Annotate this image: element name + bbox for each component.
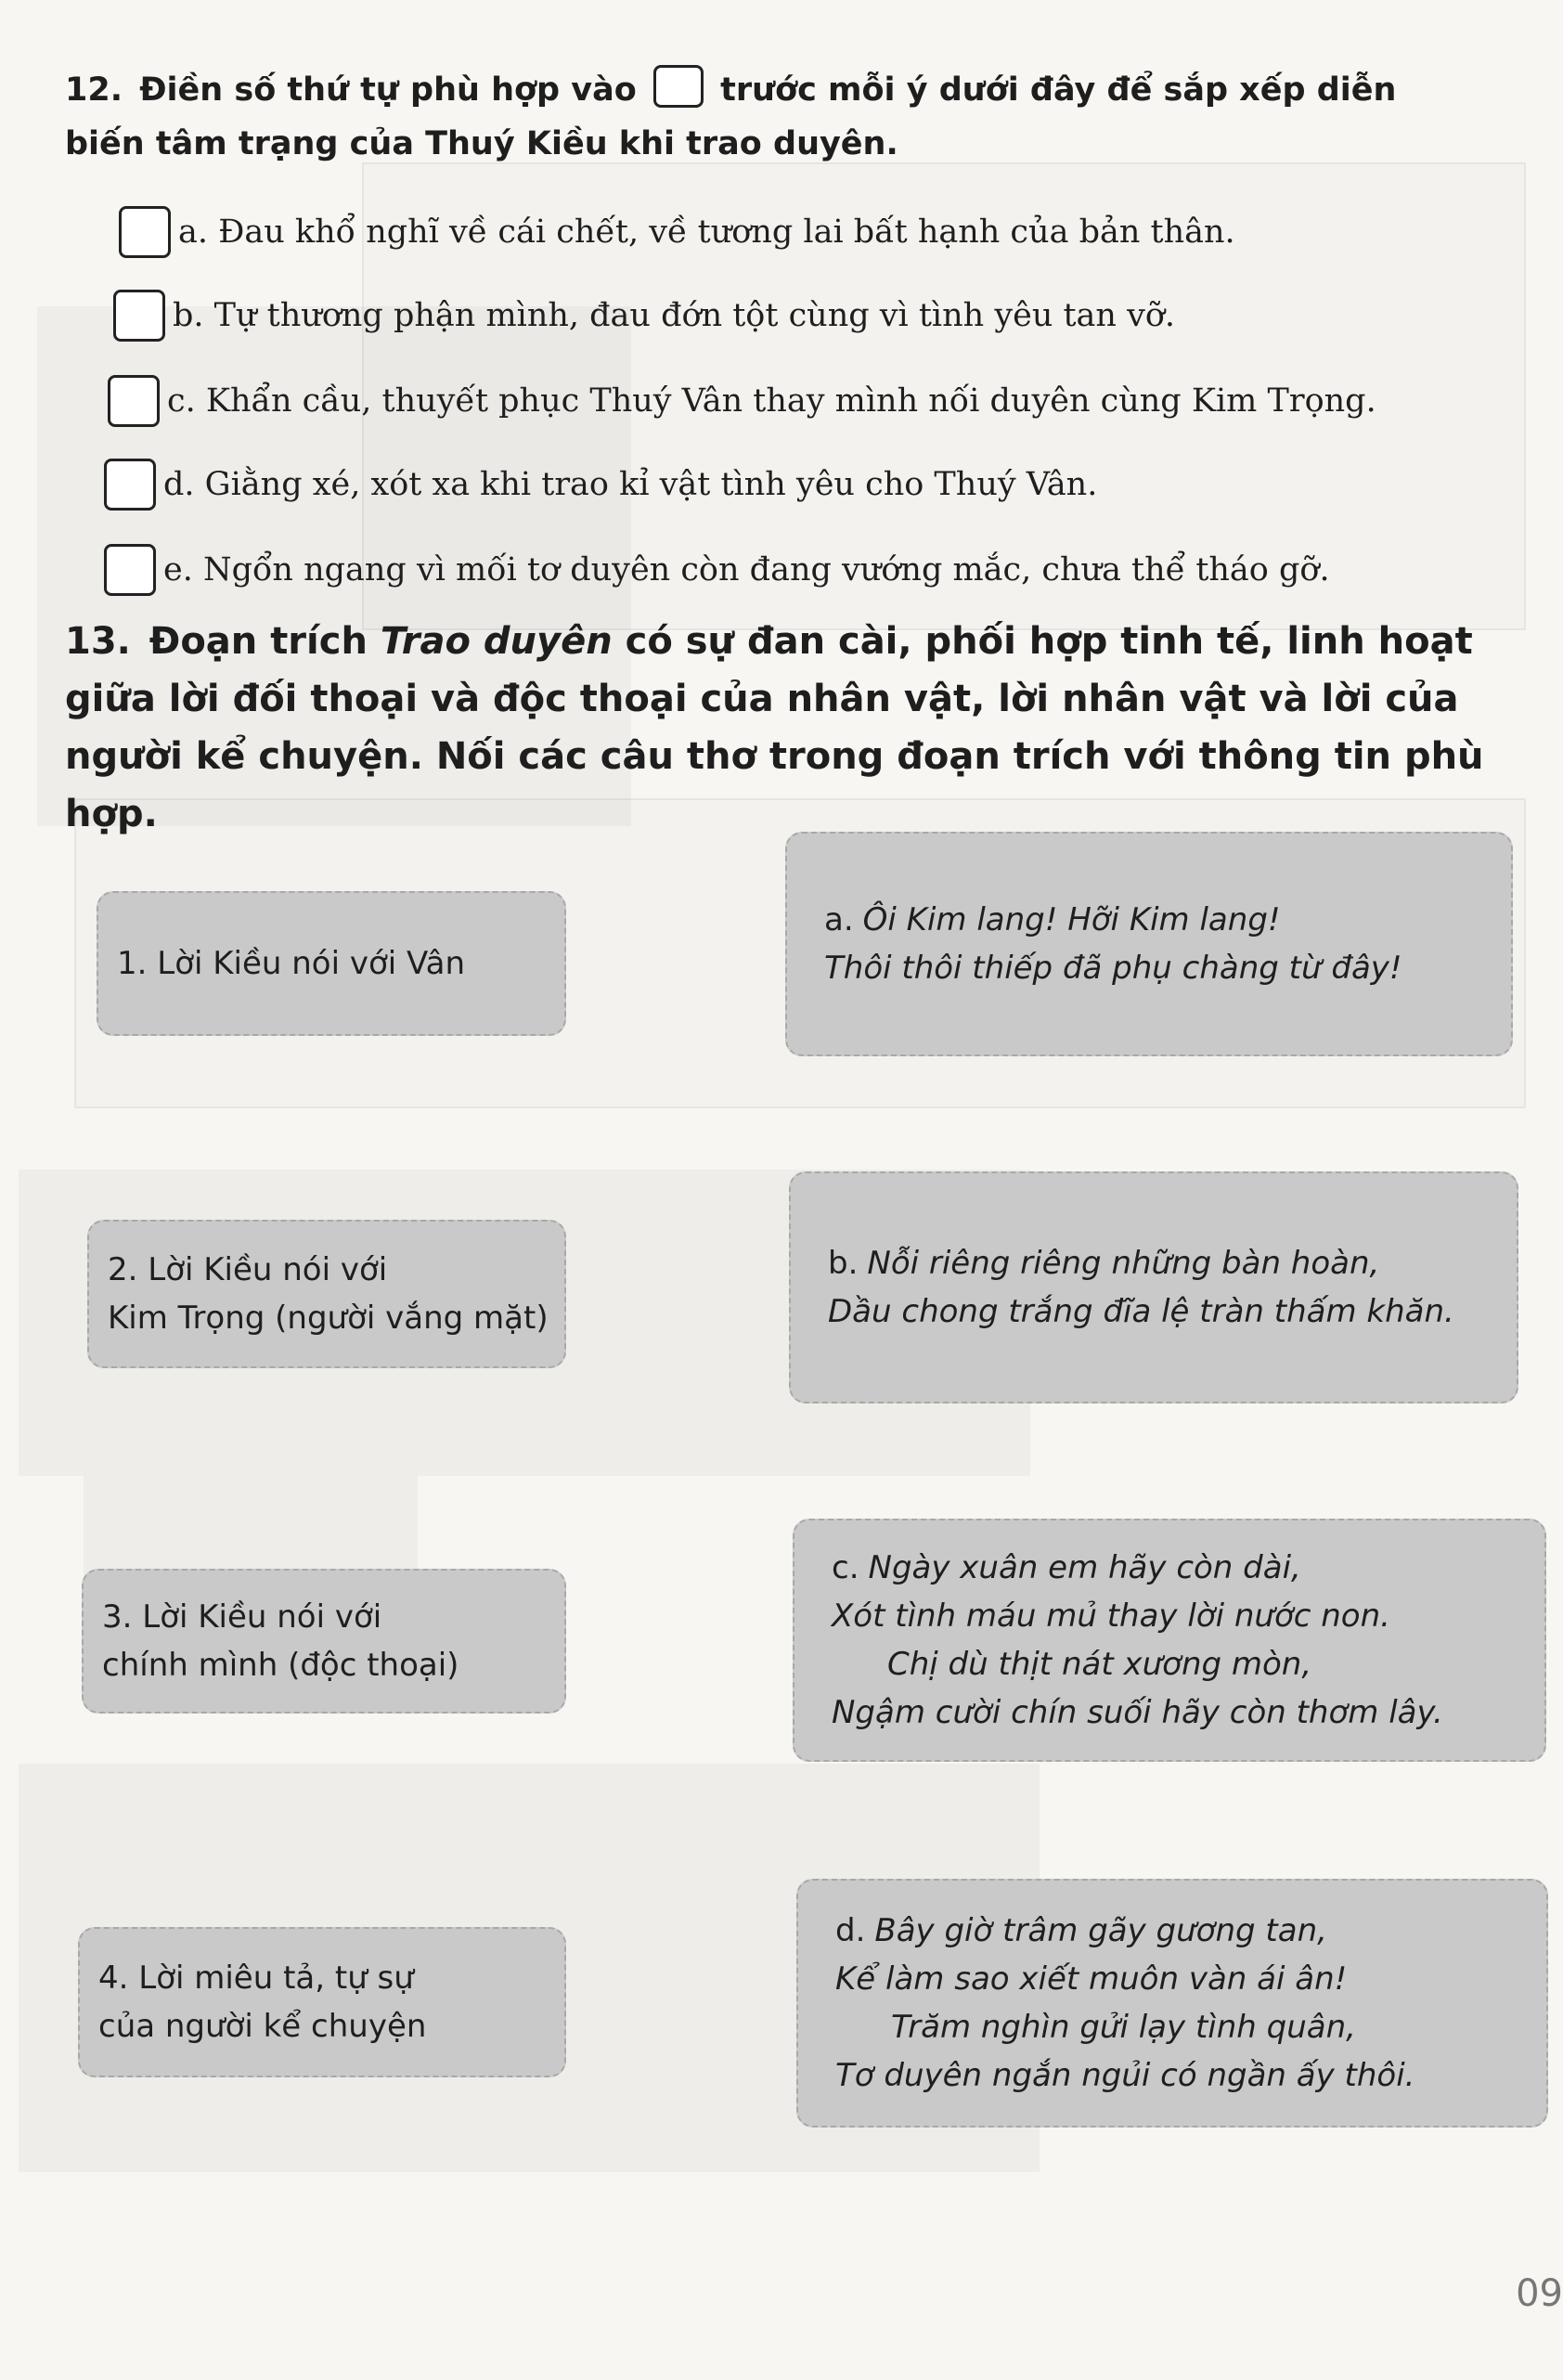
q13-title — [65, 613, 1494, 843]
right-card-b[interactable] — [789, 1171, 1518, 1403]
q13-number: 13. — [65, 620, 131, 663]
q12-option-b — [113, 290, 1175, 342]
q12-option-c — [108, 375, 1376, 427]
q12-title-after: trước mỗi ý dưới đây để sắp xếp diễn biến tâm trạng của Thuý Kiều khi trao duyên. — [65, 71, 1397, 162]
q13-title-before: Đoạn trích — [149, 620, 368, 663]
verse-line: Chị dù thịt nát xương mòn, — [887, 1646, 1312, 1683]
left-card-line: của người kể chuyện — [98, 2008, 427, 2045]
verse-label: d. — [835, 1912, 866, 1949]
left-card-3[interactable] — [82, 1569, 566, 1714]
verse-line: Dầu chong trắng đĩa lệ tràn thấm khăn. — [828, 1293, 1454, 1330]
left-card-line: 3. Lời Kiều nói với — [102, 1598, 382, 1636]
left-card-line: 1. Lời Kiều nói với Vân — [117, 945, 466, 982]
answer-box[interactable] — [104, 459, 156, 511]
option-text: a. Đau khổ nghĩ về cái chết, về tương lai bất hạnh của bản thân. — [178, 213, 1235, 251]
q12-number: 12. — [65, 71, 123, 109]
left-card-1[interactable] — [97, 891, 566, 1036]
verse-line: a. Ôi Kim lang! Hỡi Kim lang! — [824, 901, 1281, 938]
verse-label: c. — [832, 1549, 859, 1586]
verse-line: Thôi thôi thiếp đã phụ chàng từ đây! — [824, 950, 1402, 987]
verse-line: Ngậm cười chín suối hãy còn thơm lây. — [832, 1694, 1443, 1731]
q12-title — [65, 63, 1476, 171]
page-number: 09 — [1516, 2272, 1563, 2315]
verse-label: b. — [828, 1245, 859, 1282]
right-card-c[interactable] — [793, 1519, 1546, 1762]
q13-title-italic: Trao duyên — [380, 620, 613, 663]
left-card-line: chính mình (độc thoại) — [102, 1647, 459, 1684]
left-card-line: 2. Lời Kiều nói với — [108, 1251, 388, 1288]
answer-box[interactable] — [104, 544, 156, 596]
right-card-a[interactable] — [785, 832, 1513, 1056]
left-card-line: 4. Lời miêu tả, tự sự — [98, 1960, 414, 1997]
verse-label: a. — [824, 901, 854, 938]
q12-option-e — [104, 544, 1330, 596]
option-text: c. Khẩn cầu, thuyết phục Thuý Vân thay mình nối duyên cùng Kim Trọng. — [167, 382, 1376, 420]
option-text: b. Tự thương phận mình, đau đớn tột cùng vì tình yêu tan vỡ. — [173, 297, 1176, 334]
verse-line: Kể làm sao xiết muôn vàn ái ân! — [835, 1960, 1348, 1998]
q13-title-after: có sự đan cài, phối hợp tinh tế, linh hoạt giữa lời đối thoại và độc thoại của nhân vật, lời nhân vật và lời của người kể chuyện. Nối các câu thơ trong đoạn trích với thông tin phù hợp. — [65, 620, 1484, 835]
answer-box[interactable] — [119, 206, 171, 258]
q12-option-a — [119, 206, 1235, 258]
verse-line: b. Nỗi riêng riêng những bàn hoàn, — [828, 1245, 1380, 1282]
left-card-line: Kim Trọng (người vắng mặt) — [108, 1300, 549, 1337]
inline-checkbox-icon — [653, 65, 704, 108]
verse-line: c. Ngày xuân em hãy còn dài, — [832, 1549, 1301, 1586]
answer-box[interactable] — [113, 290, 165, 342]
q12-option-d — [104, 459, 1097, 511]
q12-title-before: Điền số thứ tự phù hợp vào — [139, 71, 637, 109]
answer-box[interactable] — [108, 375, 160, 427]
verse-line: d. Bây giờ trâm gãy gương tan, — [835, 1912, 1327, 1949]
right-card-d[interactable] — [796, 1879, 1548, 2128]
verse-line: Trăm nghìn gửi lạy tình quân, — [891, 2009, 1356, 2046]
left-card-2[interactable] — [87, 1220, 566, 1368]
option-text: e. Ngổn ngang vì mối tơ duyên còn đang vướng mắc, chưa thể tháo gỡ. — [163, 551, 1330, 589]
verse-line: Xót tình máu mủ thay lời nước non. — [832, 1597, 1390, 1635]
verse-line: Tơ duyên ngắn ngủi có ngần ấy thôi. — [835, 2057, 1415, 2094]
option-text: d. Giằng xé, xót xa khi trao kỉ vật tình yêu cho Thuý Vân. — [163, 466, 1098, 503]
left-card-4[interactable] — [78, 1927, 566, 2077]
